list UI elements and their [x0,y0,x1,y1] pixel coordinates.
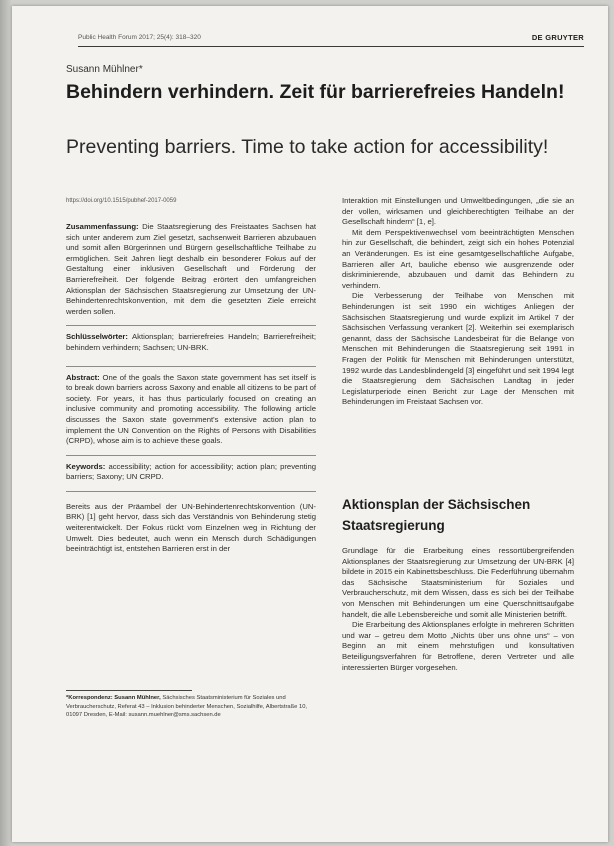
divider [66,455,316,456]
body-paragraph: Mit dem Perspektivenwechsel vom beeinträchtigten Menschen hin zur Gesellschaft, die behindert, zeigt sich ein hohes Potenzial an Veränderungen. Es ist eine gesamtgesellschaftliche Aufgabe, Barrieren aller Art, bauliche ebenso wie ausgrenzende oder diskriminierende, abzubauen und damit das Behindern zu verhindern. [342,227,574,290]
zusammenfassung-label: Zusammenfassung: [66,222,139,231]
zusammenfassung-text: Die Staatsregierung des Freistaates Sachsen hat sich unter anderem zum Ziel gesetzt, sachsenweit Barrieren abzubauen und somit allen Bürgerinnen und Bürgern gesellschaftliche Teilhabe zu ermöglichen. Seit Jahren liegt deshalb ein besonderer Fokus auf der Gestaltung einer inklusiven Gesellschaft und Förderung der Barrierefreiheit. Der folgende Beitrag erörtert den umfangreichen Aktionsplan der Sächsischen Staatsregierung zur Umsetzung der UN-Behindertenrechtskonvention, mit dem die gesetzten Ziele erreicht werden sollen. [66,222,317,316]
running-header [78,32,584,47]
footnote-rule [66,690,192,691]
left-column [66,222,316,555]
keywords-text: accessibility; action for accessibility; action plan; preventing barriers; Saxony; UN CRPD. [66,461,316,482]
divider [66,491,316,492]
footnote-label: *Korrespondenz: Susann Mühlner, [66,695,161,701]
publisher-logo-text: DE GRUYTER [531,33,584,42]
schluesselwoerter-text: Aktionsplan; barrierefreies Handeln; Barrierefreiheit; behindern verhindern; Sachsen; UN-BRK. [66,332,316,352]
body-paragraph: Grundlage für die Erarbeitung eines ressortübergreifenden Aktionsplanes der Staatsregierung zur Umsetzung der UN-BRK [4] bildete in 2015 ein Kabinettsbeschluss. Die Federführung übernahm das Sächsische Staatsministerium für Soziales und Verbraucherschutz, mit dem Wissen, dass es sich bei der Teilhabe von Menschen mit Behinderungen um eine Querschnittsaufgabe handelt, die alle Lebensbereiche und somit alle Ministerien betrifft. [342,546,574,619]
correspondence-footnote [66,694,316,720]
divider [66,325,316,326]
title-german: Behindern verhindern. Zeit für barrierefreies Handeln! [66,81,565,103]
abstract-text: One of the goals the Saxon state government has set itself is to break down barriers across Saxony and enable all citizens to be part of society. For years, it has thus particularly focused on creating an inclusive community and promoting accessibility. The following article discusses the Saxon state government's extensive action plan to implement the UN Convention on the Rights of Persons with Disabilities (CRPD), whose aim is to achieve these goals. [66,372,316,446]
keywords-label: Keywords: [66,461,106,471]
divider [66,366,316,367]
schluesselwoerter-label: Schlüsselwörter: [66,332,128,342]
title-english: Preventing barriers. Time to take action for accessibility! [66,136,549,158]
right-column [342,196,574,408]
body-paragraph: Die Verbesserung der Teilhabe von Menschen mit Behinderungen ist seit 1990 ein wichtiges Anliegen der Sächsischen Staatsregierung und wurde explizit im Artikel 7 der Sächsischen Verfassung verankert [2]. Weiterhin sei exemplarisch genannt, dass der Sächsische Landesbeirat für die Belange von Menschen mit Behinderungen die Staatsregierung seit 1991 in Fragen der Politik für Menschen mit Behinderungen unterstützt, 1992 wurde das Landesblindengeld [3] eingeführt und seit 1994 legt die Staatsregierung dem Sächsischen Landtag in jeder Legislaturperiode einen Bericht zur Lage der Menschen mit Behinderungen im Freistaat Sachsen vor. [342,291,574,407]
abstract-label: Abstract: [66,372,100,382]
scan-edge-shadow [0,0,12,846]
author-name: Susann Mühlner* [66,64,143,75]
doi-link[interactable]: https://doi.org/10.1515/pubhef-2017-0059 [66,198,177,204]
body-paragraph: Die Erarbeitung des Aktionsplanes erfolgte in mehreren Schritten und war – getreu dem Motto „Nichts über uns ohne uns“ – von Beginn an mit einem mehrstufigen und konsultativen Beteiligungsverfahren für Betroffene, deren Vertreter und alle interessierten Bürger vorgesehen. [342,620,574,672]
journal-citation: Public Health Forum 2017; 25(4): 318–320 [78,34,201,41]
abstract-paragraph [66,373,316,447]
zusammenfassung-paragraph [66,222,316,317]
body-paragraph: Interaktion mit Einstellungen und Umweltbedingungen, „die sie an der vollen, wirksamen und gleichberechtigten Teilhabe an der Gesellschaft hindern“ [1, e]. [342,196,574,227]
body-paragraph-left: Bereits aus der Präambel der UN-Behindertenrechtskonvention (UN-BRK) [1] geht hervor, dass sich das Verständnis von Behinderung stetig weiterentwickelt. Der Fokus rückt vom Einzelnen weg in Richtung der Umwelt. Dies bedeutet, auch wenn ein Mensch durch Schädigungen beeinträchtigt ist, entstehen Barrieren erst in der [66,501,316,554]
keywords-paragraph [66,462,316,483]
right-column-section [342,546,574,673]
schluesselwoerter-paragraph [66,332,316,353]
footnote-text: Sächsisches Staatsministerium für Soziales und Verbraucherschutz, Referat 43 – Inklusion behinderter Menschen, Sozialhilfe, Albertstraße 10, 01097 Dresden, E-Mail: susann.muehlner@sms.sachsen.de [66,695,308,719]
section-heading: Aktionsplan der Sächsischen Staatsregierung [342,497,531,533]
